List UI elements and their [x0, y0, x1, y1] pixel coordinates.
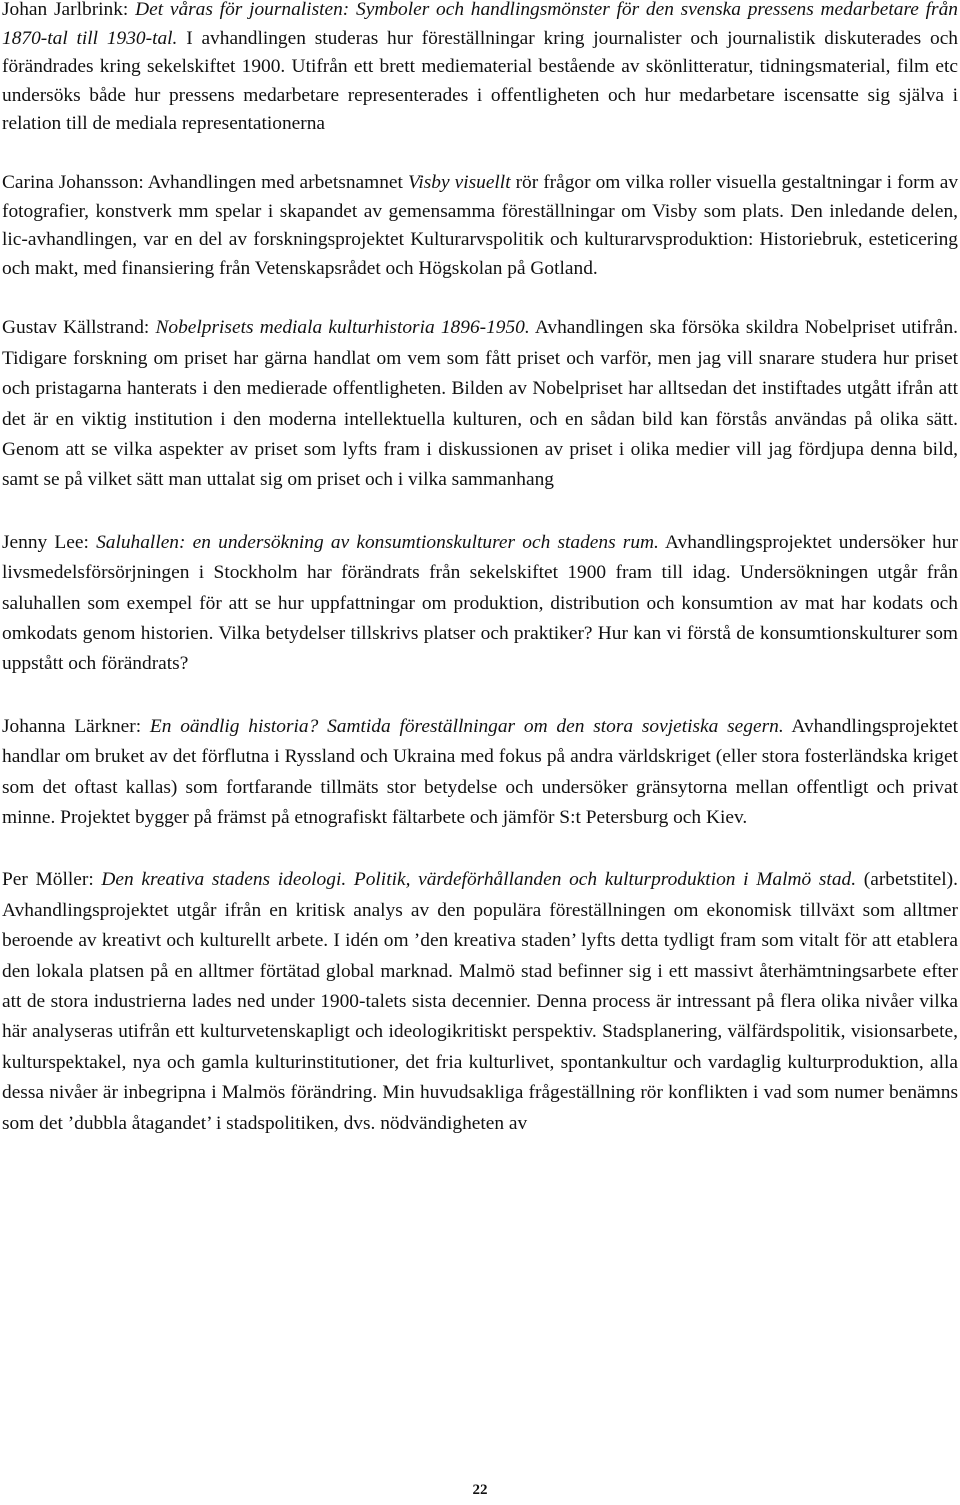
entry-kallstrand — [2, 313, 958, 495]
entry-title: Det våras för journalisten: Symboler och handlingsmönster för den svenska pressens medarbetare från 1870-tal till 1930-tal. — [2, 0, 958, 49]
entry-title: En oändlig historia? Samtida föreställningar om den stora sovjetiska segern. — [149, 715, 784, 737]
entry-text: Avhandlingen ska försöka skildra Nobelpriset utifrån. Tidigare forskning om priset har gärna handlat om vem som fått priset och varför, men jag vill snarare studera hur priset och pristagarna hanterats i den medierade offentligheten. Bilden av Nobelpriset har alltsedan det instiftades utgått ifrån att det är en viktig institution i den moderna intellektuella kulturen, och en sådan bild kan förstås användas på olika sätt. Genom att se vilka aspekter av priset som lyfts fram i diskussionen av priset i olika medier vill jag fördjupa denna bild, samt se på vilket sätt man uttalat sig om priset och i vilka sammanhang — [2, 317, 958, 491]
entry-author: Gustav Källstrand: — [2, 317, 156, 339]
entry-johansson — [2, 169, 958, 283]
entry-title: Den kreativa stadens ideologi. Politik, värdeförhållanden och kulturproduktion i Malmö stad. — [101, 869, 857, 891]
entry-text: (arbetstitel). Avhandlingsprojektet utgår ifrån en kritisk analys av den populära föreställningen om ekonomisk tillväxt som alltmer beroende av kreativt och kulturellt arbete. I idén om ’den kreativa staden’ lyfts detta tydligt fram som vitalt för att etablera den lokala platsen på en alltmer förtätad global marknad. Malmö stad befinner sig i ett massivt återhämtningsarbete efter att de stora industrierna lades ned under 1900-talets sista decennier. Denna process är intressant på flera olika nivåer vilka här analyseras utifrån ett kulturvetenskapligt och ideologikritiskt perspektiv. Stadsplanering, välfärdspolitik, visionsarbete, kulturspektakel, nya och gamla kulturinstitutioner, det fria kulturlivet, spontankultur och vardaglig kulturproduktion, alla dessa nivåer är inbegripna i Malmös förändring. Min huvudsakliga frågeställning rör konflikten i vad som numer benämns som det ’dubbla åtagandet’ i stadspolitiken, dvs. nödvändigheten av — [2, 869, 958, 1134]
page-number: 22 — [472, 1482, 488, 1498]
entry-author: Per Möller: — [2, 869, 102, 891]
entry-title: Saluhallen: en undersökning av konsumtionskulturer och stadens rum. — [96, 531, 659, 553]
entry-larkner — [2, 712, 958, 834]
entry-text: rör frågor om vilka roller visuella gestaltningar i form av fotografier, konstverk mm spelar i skapandet av gemensamma föreställningar om Visby som plats. Den inledande delen, lic-avhandlingen, var en del av forskningsprojektet Kulturarvspolitik och kulturarvsproduktion: Historiebruk, esteticering och makt, med finansiering från Vetenskapsrådet och Högskolan på Gotland. — [2, 171, 959, 279]
document-page — [2, 0, 958, 1139]
entry-text: I avhandlingen studeras hur föreställningar kring journalister och journalistik diskuterades och förändrades kring sekelskiftet 1900. Utifrån ett brett mediematerial bestående av skönlitteratur, tidningsmaterial, film etc undersöks både hur pressens medarbetare representerades i offentligheten och hur medarbetare iscensatte sig själva i relation till de mediala representationerna — [2, 27, 958, 135]
entry-author: Jenny Lee: — [2, 531, 97, 553]
entry-author: Johanna Lärkner: — [2, 715, 150, 737]
entry-title: Visby visuellt — [407, 171, 511, 193]
entry-moller — [2, 865, 958, 1139]
entry-title: Nobelprisets mediala kulturhistoria 1896-1950. — [155, 317, 530, 339]
entry-author: Carina Johansson: — [2, 171, 148, 193]
entry-pre: Avhandlingen med arbetsnamnet — [147, 171, 408, 193]
entry-text: Avhandlingsprojektet undersöker hur livsmedelsförsörjningen i Stockholm har förändrats från sekelskiftet 1900 fram till idag. Undersökningen utgår från saluhallen som exempel för att se hur uppfattningar om produktion, distribution och konsumtion av mat har kodats och omkodats genom historien. Vilka betydelser tillskrivs platser och praktiker? Hur kan vi förstå de konsumtionskulturer som uppstått och förändrats? — [2, 531, 958, 675]
entry-text: Avhandlingsprojektet handlar om bruket av det förflutna i Ryssland och Ukraina med fokus på andra världskriget (eller stora fosterländska kriget som det oftast kallas) som fortfarande tillmäts stor betydelse och undersöker gränsytorna mellan offentligt och privat minne. Projektet bygger på främst på etnografiskt fältarbete och jämför S:t Petersburg och Kiev. — [2, 715, 958, 829]
entry-jarlbrink — [2, 0, 958, 139]
entry-lee — [2, 528, 958, 680]
entry-author: Johan Jarlbrink: — [2, 0, 136, 20]
